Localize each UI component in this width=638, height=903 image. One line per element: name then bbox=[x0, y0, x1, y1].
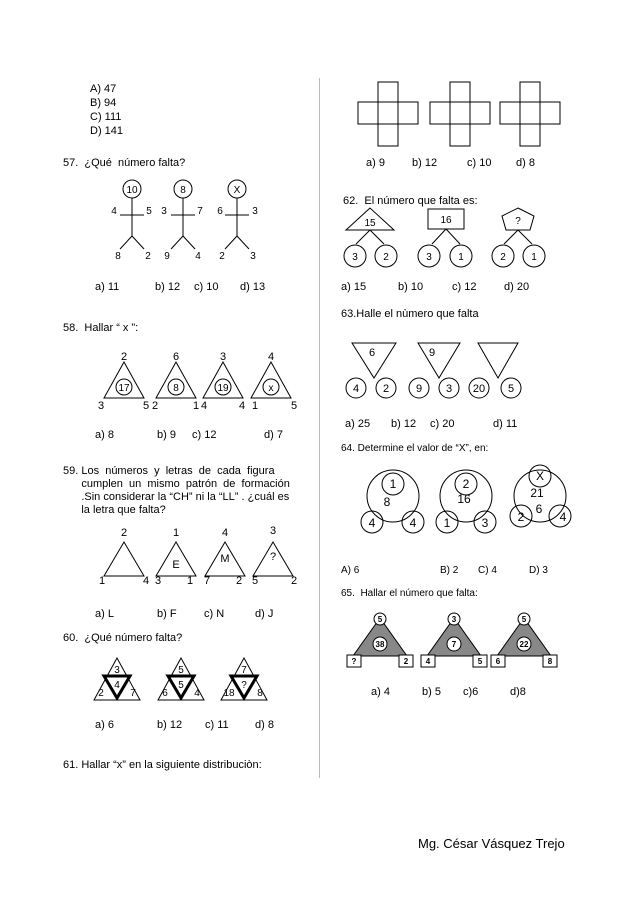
box-label: 5 bbox=[477, 657, 483, 666]
top-label: 15 bbox=[364, 218, 376, 229]
option: b) 12 bbox=[155, 281, 181, 293]
corner-label: 1 bbox=[251, 400, 259, 412]
q62-question: 62. El número que falta es: bbox=[343, 195, 478, 207]
option: c) N bbox=[204, 608, 225, 620]
circle-label: 4 bbox=[559, 510, 567, 524]
circle-label: 1 bbox=[531, 252, 537, 263]
corner-label: 8 bbox=[257, 688, 263, 699]
circle-label: 2 bbox=[500, 252, 506, 263]
box-label: 2 bbox=[403, 657, 409, 666]
box-label: 8 bbox=[547, 657, 553, 666]
top-label: 1 bbox=[389, 477, 397, 491]
option: A) 47 bbox=[90, 83, 117, 95]
q57-figures bbox=[100, 176, 280, 268]
inner-label: 6 bbox=[535, 502, 543, 516]
corner-label: 18 bbox=[223, 688, 235, 699]
top-label: 9 bbox=[428, 347, 436, 359]
center-label: 38 bbox=[375, 640, 385, 649]
column-divider bbox=[319, 78, 320, 778]
top-label: 3 bbox=[219, 351, 227, 363]
q63-question: 63.Halle el nùmero que falta bbox=[341, 308, 479, 320]
circle-label: 9 bbox=[415, 383, 423, 395]
corner-label: 4 bbox=[200, 400, 208, 412]
foot-label: 9 bbox=[164, 251, 170, 262]
corner-label: 1 bbox=[98, 575, 106, 587]
foot-label: 8 bbox=[115, 251, 121, 262]
top-label: ? bbox=[515, 216, 521, 227]
q59-figures bbox=[96, 522, 311, 587]
inner-letter: ? bbox=[269, 551, 277, 563]
option: B) 2 bbox=[440, 565, 459, 576]
center-label: 8 bbox=[383, 495, 391, 509]
top-label: 3 bbox=[269, 525, 277, 537]
option: d) 11 bbox=[493, 418, 518, 430]
top-label: 4 bbox=[221, 527, 229, 539]
corner-label: 2 bbox=[151, 400, 159, 412]
q59-line: la letra que falta? bbox=[63, 504, 166, 516]
center-label: 5 bbox=[178, 680, 184, 691]
circle-label: 2 bbox=[517, 510, 525, 524]
top-label: 2 bbox=[462, 477, 470, 491]
option: b) 10 bbox=[398, 281, 424, 293]
q58-question: 58. Hallar “ x ”: bbox=[63, 322, 139, 334]
option: C) 4 bbox=[478, 565, 497, 576]
author-footer: Mg. César Vásquez Trejo bbox=[418, 836, 565, 851]
circle-label: 4 bbox=[352, 383, 360, 395]
q61-crosses bbox=[358, 80, 583, 148]
circle-label: 3 bbox=[445, 383, 453, 395]
option: a) 8 bbox=[95, 429, 114, 441]
corner-label: 2 bbox=[235, 575, 243, 587]
option: a) 11 bbox=[95, 281, 120, 293]
head-label: 8 bbox=[180, 185, 186, 196]
option: a) 9 bbox=[366, 157, 385, 169]
corner-label: 3 bbox=[154, 575, 162, 587]
corner-label: 4 bbox=[142, 575, 150, 587]
option: a) L bbox=[95, 608, 114, 620]
circle-label: 2 bbox=[382, 383, 390, 395]
center-label: 21 bbox=[530, 486, 544, 500]
top-label: 5 bbox=[521, 615, 527, 624]
corner-label: 4 bbox=[238, 400, 246, 412]
option: d) 13 bbox=[240, 281, 266, 293]
corner-label: 1 bbox=[186, 575, 194, 587]
arm-label: 6 bbox=[217, 206, 223, 217]
option: c) 10 bbox=[467, 157, 492, 169]
top-label: X bbox=[535, 469, 545, 483]
option: A) 6 bbox=[341, 565, 360, 576]
q61-question: 61. Hallar “x” en la siguiente distribuciòn: bbox=[63, 759, 262, 771]
box-label: ? bbox=[351, 657, 357, 666]
center-label: 8 bbox=[173, 383, 179, 394]
q59-line: .Sin considerar la “CH” ni la “LL” . ¿cuál es bbox=[63, 491, 290, 503]
head-label: X bbox=[233, 185, 241, 196]
box-label: 6 bbox=[495, 657, 501, 666]
corner-label: 7 bbox=[130, 688, 136, 699]
option: d) 7 bbox=[264, 429, 283, 441]
option: d)8 bbox=[510, 686, 526, 698]
center-label: 4 bbox=[114, 680, 120, 691]
head-label: 10 bbox=[126, 185, 138, 196]
foot-label: 2 bbox=[219, 251, 225, 262]
circle-label: 3 bbox=[481, 516, 489, 530]
corner-label: 6 bbox=[162, 688, 168, 699]
center-label: 19 bbox=[217, 383, 229, 394]
center-label: 16 bbox=[457, 492, 471, 506]
top-label: 3 bbox=[451, 615, 457, 624]
top-label: 2 bbox=[120, 351, 128, 363]
corner-label: 4 bbox=[194, 688, 200, 699]
circle-label: 20 bbox=[472, 383, 486, 395]
foot-label: 2 bbox=[145, 251, 151, 262]
option: c) 12 bbox=[452, 281, 477, 293]
corner-label: 7 bbox=[203, 575, 211, 587]
option: d) 8 bbox=[255, 719, 274, 731]
q62-figures bbox=[340, 206, 560, 272]
q64-question: 64. Determine el valor de “X”, en: bbox=[341, 443, 489, 454]
top-label: 6 bbox=[172, 351, 180, 363]
foot-label: 3 bbox=[250, 251, 256, 262]
center-label: 7 bbox=[451, 640, 457, 649]
q65-question: 65. Hallar el número que falta: bbox=[341, 588, 478, 599]
q60-figures bbox=[92, 656, 282, 706]
inner-letter: M bbox=[220, 553, 230, 565]
top-label: 1 bbox=[172, 527, 180, 539]
top-label: 2 bbox=[120, 527, 128, 539]
option: d) J bbox=[255, 608, 274, 620]
circle-label: 4 bbox=[409, 516, 417, 530]
arm-label: 3 bbox=[252, 206, 258, 217]
corner-label: 1 bbox=[192, 400, 200, 412]
corner-label: 3 bbox=[97, 400, 105, 412]
option: b) F bbox=[157, 608, 177, 620]
top-label: 5 bbox=[377, 615, 383, 624]
corner-label: 5 bbox=[142, 400, 150, 412]
circle-label: 3 bbox=[352, 252, 358, 263]
option: b) 9 bbox=[157, 429, 176, 441]
option: c) 20 bbox=[430, 418, 455, 430]
option: C) 111 bbox=[90, 111, 122, 123]
option: d) 8 bbox=[516, 157, 535, 169]
inner-letter: E bbox=[172, 559, 180, 571]
circle-label: 1 bbox=[458, 252, 464, 263]
arm-label: 4 bbox=[111, 206, 117, 217]
box-label: 4 bbox=[425, 657, 431, 666]
circle-label: 1 bbox=[443, 516, 451, 530]
circle-label: 2 bbox=[383, 252, 389, 263]
corner-label: 2 bbox=[98, 688, 104, 699]
option: D) 141 bbox=[90, 125, 124, 137]
option: D) 3 bbox=[529, 565, 548, 576]
corner-label: 5 bbox=[251, 575, 259, 587]
option: b) 12 bbox=[157, 719, 183, 731]
arm-label: 3 bbox=[161, 206, 167, 217]
center-label: 22 bbox=[519, 640, 529, 649]
q59-line: cumplen un mismo patrón de formación bbox=[63, 478, 290, 490]
top-label: 4 bbox=[267, 351, 275, 363]
option: b) 12 bbox=[412, 157, 438, 169]
arm-label: 7 bbox=[197, 206, 203, 217]
top-label: 3 bbox=[114, 665, 120, 676]
center-label: x bbox=[268, 383, 274, 394]
center-label: 17 bbox=[118, 383, 130, 394]
option: b) 5 bbox=[422, 686, 441, 698]
option: c) 11 bbox=[205, 719, 229, 731]
q64-figures bbox=[355, 460, 585, 540]
circle-label: 3 bbox=[426, 252, 432, 263]
center-label: ? bbox=[241, 680, 247, 691]
option: c)6 bbox=[463, 686, 479, 698]
option: B) 94 bbox=[90, 97, 117, 109]
corner-label: 2 bbox=[290, 575, 298, 587]
top-label: 16 bbox=[440, 215, 452, 226]
option: c) 10 bbox=[194, 281, 219, 293]
option: d) 20 bbox=[504, 281, 530, 293]
top-label: 7 bbox=[241, 665, 247, 676]
option: b) 12 bbox=[391, 418, 417, 430]
option: a) 25 bbox=[345, 418, 371, 430]
q57-question: 57. ¿Qué número falta? bbox=[63, 157, 186, 169]
top-label: 6 bbox=[368, 347, 376, 359]
corner-label: 5 bbox=[290, 400, 298, 412]
option: a) 15 bbox=[341, 281, 367, 293]
top-label: 5 bbox=[178, 665, 184, 676]
q60-question: 60. ¿Qué número falta? bbox=[63, 632, 183, 644]
q58-figures bbox=[96, 350, 311, 415]
q59-line: 59. Los números y letras de cada figura bbox=[63, 465, 275, 477]
q63-figures bbox=[340, 340, 540, 402]
option: a) 6 bbox=[95, 719, 114, 731]
circle-label: 5 bbox=[507, 383, 515, 395]
option: c) 12 bbox=[192, 429, 217, 441]
arm-label: 5 bbox=[146, 206, 152, 217]
circle-label: 4 bbox=[368, 516, 376, 530]
foot-label: 4 bbox=[195, 251, 201, 262]
option: a) 4 bbox=[371, 686, 390, 698]
q65-figures bbox=[343, 610, 568, 670]
